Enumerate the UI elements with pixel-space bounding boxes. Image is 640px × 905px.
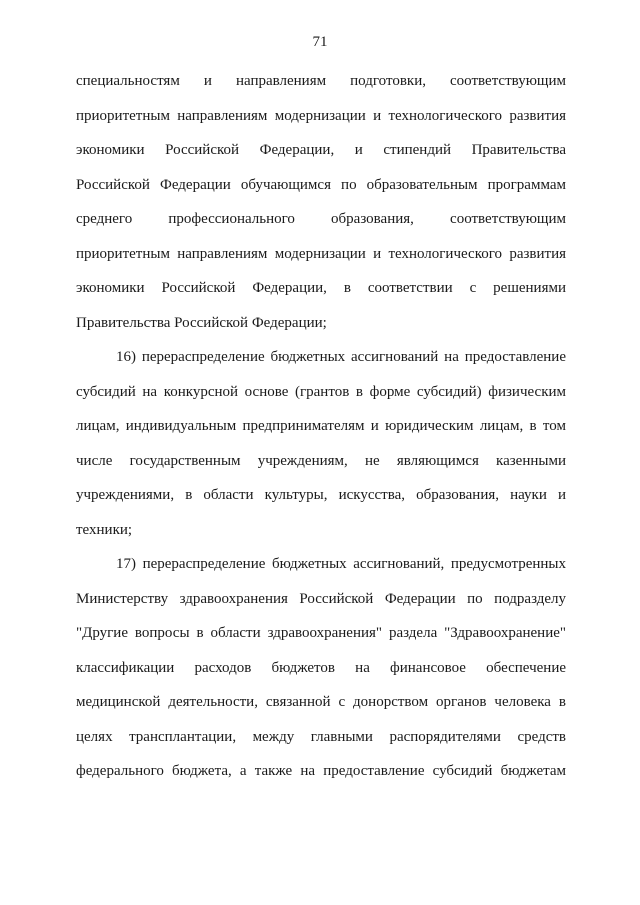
text-line: федерального бюджета, а также на предоставление субсидий бюджетам xyxy=(76,763,566,779)
page-number: 71 xyxy=(312,34,328,50)
text-line: классификации расходов бюджетов на финансовое обеспечение xyxy=(76,659,566,676)
text-line: техники; xyxy=(76,521,133,538)
text-line: числе государственным учреждениям, не являющимся казенными xyxy=(76,452,566,469)
text-line: 17) перераспределение бюджетных ассигнований, предусмотренных xyxy=(116,556,566,572)
text-line: Российской Федерации обучающимся по образовательным программам xyxy=(76,176,566,193)
text-line: "Другие вопросы в области здравоохранения" раздела "Здравоохранение" xyxy=(76,625,566,641)
text-line: специальностям и направлениям подготовки, соответствующим xyxy=(76,73,566,89)
text-line: субсидий на конкурсной основе (грантов в форме субсидий) физическим xyxy=(76,383,566,400)
text-line: среднего профессионального образования, соответствующим xyxy=(76,211,566,227)
paragraph-item-17 xyxy=(76,547,566,789)
text-line: медицинской деятельности, связанной с донорством органов человека в xyxy=(76,694,566,710)
text-line: приоритетным направлениям модернизации и технологического развития xyxy=(76,245,566,262)
document-body xyxy=(76,64,566,789)
text-line: экономики Российской Федерации, и стипендий Правительства xyxy=(76,142,566,158)
paragraph-item-16 xyxy=(76,340,566,547)
text-line: 16) перераспределение бюджетных ассигнований на предоставление xyxy=(116,349,566,365)
paragraph-continuation xyxy=(76,64,566,340)
text-line: целях трансплантации, между главными распорядителями средств xyxy=(76,728,566,745)
text-line: приоритетным направлениям модернизации и технологического развития xyxy=(76,107,566,124)
text-line: Министерству здравоохранения Российской Федерации по подразделу xyxy=(76,590,566,607)
text-line: учреждениями, в области культуры, искусства, образования, науки и xyxy=(76,487,566,503)
text-line: лицам, индивидуальным предпринимателям и юридическим лицам, в том xyxy=(76,418,566,434)
text-line: Правительства Российской Федерации; xyxy=(76,314,327,331)
text-line: экономики Российской Федерации, в соответствии с решениями xyxy=(76,280,566,296)
